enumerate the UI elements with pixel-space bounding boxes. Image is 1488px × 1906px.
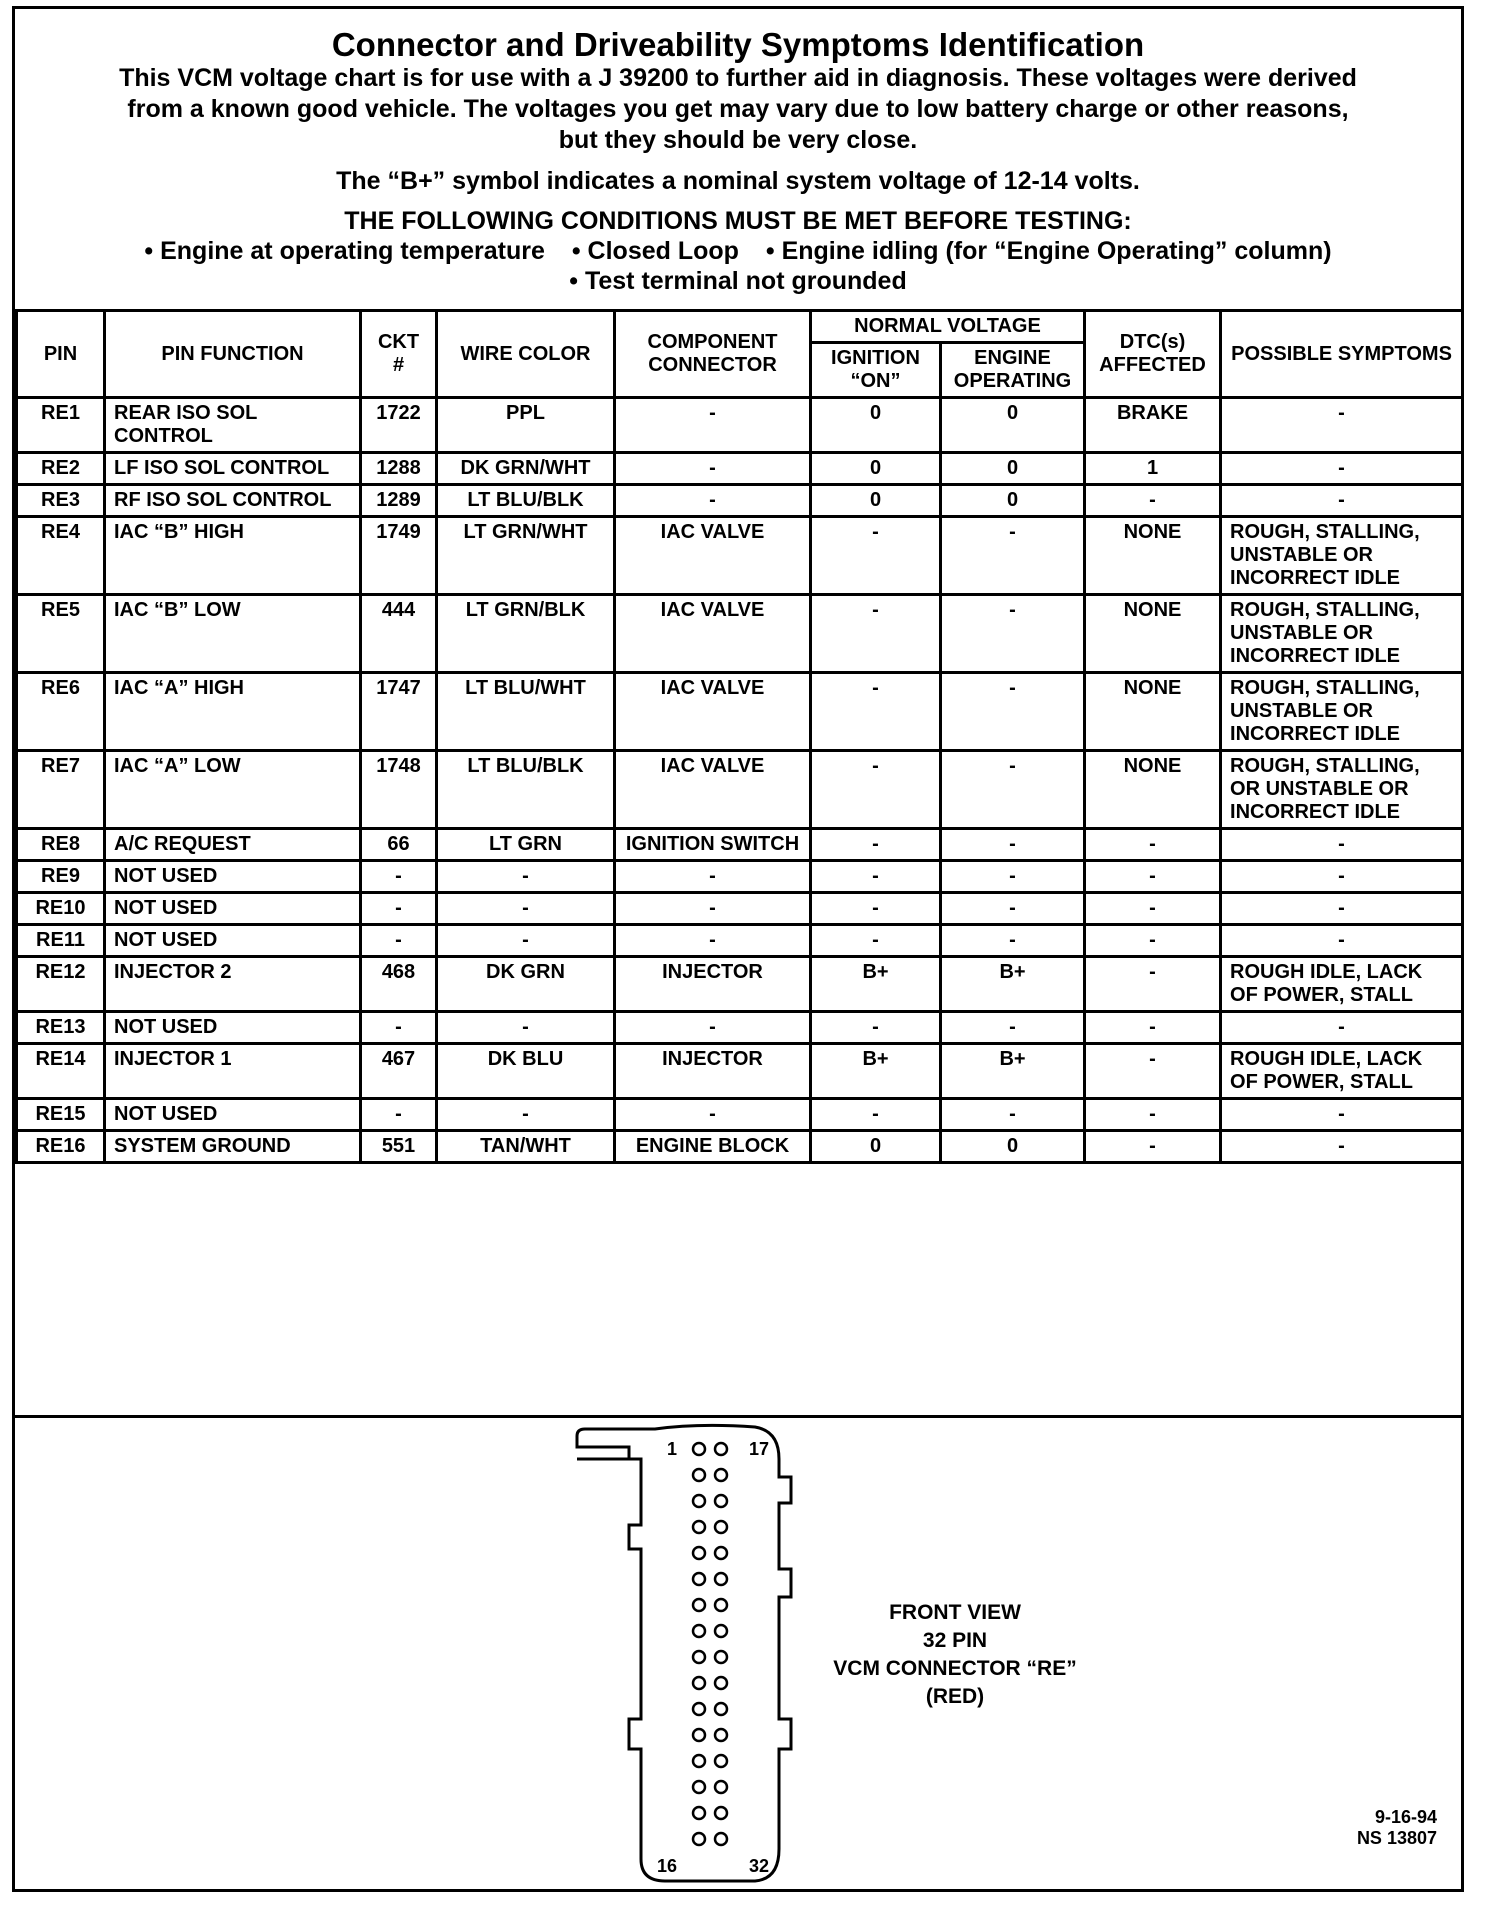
intro-line: This VCM voltage chart is for use with a J 39200 to further aid in diagnosis. These voltages were derived xyxy=(119,64,1357,92)
ignition-on-cell: 0 xyxy=(811,485,941,517)
engine-operating-cell: - xyxy=(941,595,1085,673)
engine-operating-cell: B+ xyxy=(941,957,1085,1012)
pin-number: 1 xyxy=(667,1439,678,1459)
conditions-list xyxy=(15,266,1461,296)
dtc-cell: - xyxy=(1085,1044,1221,1099)
component-cell: INJECTOR xyxy=(615,1044,811,1099)
table-row xyxy=(17,893,1463,925)
pin-hole xyxy=(715,1521,727,1533)
dtc-cell: - xyxy=(1085,485,1221,517)
function-cell: A/C REQUEST xyxy=(105,829,361,861)
wire-color-cell: LT GRN/BLK xyxy=(437,595,615,673)
wire-color-cell: LT BLU/BLK xyxy=(437,751,615,829)
wire-color-cell: - xyxy=(437,893,615,925)
wire-color-cell: DK GRN xyxy=(437,957,615,1012)
ckt-cell: 1747 xyxy=(361,673,437,751)
engine-operating-cell: - xyxy=(941,893,1085,925)
table-row xyxy=(17,517,1463,595)
component-cell: - xyxy=(615,1099,811,1131)
table-row xyxy=(17,1099,1463,1131)
connector-drawing xyxy=(15,1419,1461,1889)
component-cell: IAC VALVE xyxy=(615,751,811,829)
symptoms-cell: - xyxy=(1221,1099,1463,1131)
connector-label-line: (RED) xyxy=(925,1685,985,1708)
dtc-cell: NONE xyxy=(1085,595,1221,673)
document-id xyxy=(1357,1807,1437,1849)
function-cell: IAC “A” HIGH xyxy=(105,673,361,751)
engine-operating-cell: - xyxy=(941,925,1085,957)
component-cell: - xyxy=(615,893,811,925)
ignition-on-cell: - xyxy=(811,673,941,751)
pin-hole xyxy=(693,1651,705,1663)
engine-operating-cell: 0 xyxy=(941,398,1085,453)
pin-hole xyxy=(693,1625,705,1637)
document-header xyxy=(15,9,1461,305)
table-row xyxy=(17,673,1463,751)
pinout-table xyxy=(15,309,1464,1164)
pin-cell: RE3 xyxy=(17,485,105,517)
component-cell: - xyxy=(615,861,811,893)
wire-color-cell: - xyxy=(437,1099,615,1131)
function-cell: NOT USED xyxy=(105,861,361,893)
table-row xyxy=(17,829,1463,861)
document-date: 9-16-94 xyxy=(1374,1807,1437,1827)
engine-operating-cell: 0 xyxy=(941,1131,1085,1163)
ckt-cell: 467 xyxy=(361,1044,437,1099)
col-pin: PIN xyxy=(17,311,105,398)
table-row xyxy=(17,957,1463,1012)
wire-color-cell: - xyxy=(437,861,615,893)
function-cell: NOT USED xyxy=(105,1012,361,1044)
table-row xyxy=(17,861,1463,893)
function-cell: LF ISO SOL CONTROL xyxy=(105,453,361,485)
pin-cell: RE5 xyxy=(17,595,105,673)
component-cell: - xyxy=(615,485,811,517)
symptoms-cell: - xyxy=(1221,861,1463,893)
pin-hole xyxy=(715,1729,727,1741)
table-row xyxy=(17,595,1463,673)
pin-holes xyxy=(693,1443,727,1845)
dtc-cell: NONE xyxy=(1085,517,1221,595)
ignition-on-cell: - xyxy=(811,925,941,957)
col-ignition-on: IGNITION “ON” xyxy=(811,343,941,398)
ignition-on-cell: - xyxy=(811,595,941,673)
table-body xyxy=(17,398,1463,1163)
connector-label xyxy=(805,1599,1105,1711)
ignition-on-cell: - xyxy=(811,517,941,595)
function-cell: RF ISO SOL CONTROL xyxy=(105,485,361,517)
ckt-cell: 468 xyxy=(361,957,437,1012)
pin-hole xyxy=(715,1443,727,1455)
pin-hole xyxy=(693,1469,705,1481)
table-row xyxy=(17,1012,1463,1044)
symptoms-cell: ROUGH, STALLING, UNSTABLE OR INCORRECT IDLE xyxy=(1221,673,1463,751)
pin-hole xyxy=(693,1781,705,1793)
engine-operating-cell: - xyxy=(941,673,1085,751)
symptoms-cell: - xyxy=(1221,1012,1463,1044)
pin-cell: RE16 xyxy=(17,1131,105,1163)
header-row xyxy=(17,311,1463,343)
symptoms-cell: - xyxy=(1221,829,1463,861)
symptoms-cell: - xyxy=(1221,453,1463,485)
condition-item: • Closed Loop xyxy=(571,237,739,265)
col-component-connector: COMPONENT CONNECTOR xyxy=(615,311,811,398)
dtc-cell: - xyxy=(1085,1012,1221,1044)
col-normal-voltage: NORMAL VOLTAGE xyxy=(811,311,1085,343)
dtc-cell: - xyxy=(1085,861,1221,893)
connector-label-line: VCM CONNECTOR “RE” xyxy=(833,1657,1077,1680)
engine-operating-cell: - xyxy=(941,751,1085,829)
pin-number: 16 xyxy=(657,1856,678,1876)
engine-operating-cell: - xyxy=(941,1012,1085,1044)
ckt-cell: 66 xyxy=(361,829,437,861)
function-cell: INJECTOR 2 xyxy=(105,957,361,1012)
symptoms-cell: - xyxy=(1221,893,1463,925)
pin-hole xyxy=(693,1547,705,1559)
conditions-title: THE FOLLOWING CONDITIONS MUST BE MET BEFORE TESTING: xyxy=(344,207,1132,235)
function-cell: REAR ISO SOL CONTROL xyxy=(105,398,361,453)
ignition-on-cell: 0 xyxy=(811,453,941,485)
ckt-cell: - xyxy=(361,925,437,957)
pin-cell: RE4 xyxy=(17,517,105,595)
conditions-list xyxy=(15,236,1461,266)
pin-hole xyxy=(715,1495,727,1507)
ckt-cell: 1289 xyxy=(361,485,437,517)
pin-cell: RE9 xyxy=(17,861,105,893)
pin-hole xyxy=(715,1573,727,1585)
pin-hole xyxy=(693,1573,705,1585)
dtc-cell: NONE xyxy=(1085,751,1221,829)
engine-operating-cell: 0 xyxy=(941,485,1085,517)
engine-operating-cell: - xyxy=(941,1099,1085,1131)
pin-hole xyxy=(715,1703,727,1715)
wire-color-cell: LT GRN xyxy=(437,829,615,861)
engine-operating-cell: - xyxy=(941,861,1085,893)
condition-item: • Test terminal not grounded xyxy=(569,267,907,295)
ignition-on-cell: B+ xyxy=(811,957,941,1012)
pin-hole xyxy=(693,1755,705,1767)
wire-color-cell: LT GRN/WHT xyxy=(437,517,615,595)
dtc-cell: - xyxy=(1085,957,1221,1012)
col-dtc-affected: DTC(s) AFFECTED xyxy=(1085,311,1221,398)
ignition-on-cell: - xyxy=(811,751,941,829)
engine-operating-cell: - xyxy=(941,517,1085,595)
function-cell: SYSTEM GROUND xyxy=(105,1131,361,1163)
dtc-cell: - xyxy=(1085,1131,1221,1163)
pin-cell: RE6 xyxy=(17,673,105,751)
pin-hole xyxy=(715,1755,727,1767)
component-cell: - xyxy=(615,398,811,453)
connector-outline xyxy=(577,1425,791,1881)
component-cell: - xyxy=(615,1012,811,1044)
engine-operating-cell: - xyxy=(941,829,1085,861)
connector-label-line: 32 PIN xyxy=(922,1629,988,1652)
dtc-cell: NONE xyxy=(1085,673,1221,751)
pin-hole xyxy=(693,1495,705,1507)
symptoms-cell: - xyxy=(1221,925,1463,957)
col-wire-color: WIRE COLOR xyxy=(437,311,615,398)
pin-number: 32 xyxy=(749,1856,770,1876)
intro-line: from a known good vehicle. The voltages you get may vary due to low battery charge or other reasons, xyxy=(127,95,1349,123)
ckt-cell: - xyxy=(361,861,437,893)
ignition-on-cell: - xyxy=(811,1012,941,1044)
pin-cell: RE14 xyxy=(17,1044,105,1099)
divider xyxy=(15,1415,1461,1418)
wire-color-cell: - xyxy=(437,1012,615,1044)
intro-line: but they should be very close. xyxy=(558,126,918,154)
function-cell: IAC “A” LOW xyxy=(105,751,361,829)
symptoms-cell: - xyxy=(1221,1131,1463,1163)
pin-hole xyxy=(693,1703,705,1715)
condition-item: • Engine at operating temperature xyxy=(144,237,545,265)
pin-hole xyxy=(693,1677,705,1689)
wire-color-cell: DK GRN/WHT xyxy=(437,453,615,485)
pin-hole xyxy=(693,1807,705,1819)
ckt-cell: 444 xyxy=(361,595,437,673)
pin-hole xyxy=(693,1599,705,1611)
pin-cell: RE7 xyxy=(17,751,105,829)
function-cell: IAC “B” LOW xyxy=(105,595,361,673)
ckt-cell: - xyxy=(361,893,437,925)
ignition-on-cell: - xyxy=(811,829,941,861)
pin-cell: RE11 xyxy=(17,925,105,957)
col-pin-function: PIN FUNCTION xyxy=(105,311,361,398)
function-cell: NOT USED xyxy=(105,925,361,957)
symptoms-cell: ROUGH IDLE, LACK OF POWER, STALL xyxy=(1221,1044,1463,1099)
table-row xyxy=(17,751,1463,829)
pin-hole xyxy=(715,1833,727,1845)
table-row xyxy=(17,485,1463,517)
pin-hole xyxy=(693,1729,705,1741)
pin-hole xyxy=(693,1521,705,1533)
wire-color-cell: - xyxy=(437,925,615,957)
pin-hole xyxy=(715,1547,727,1559)
pin-hole xyxy=(715,1469,727,1481)
col-engine-operating: ENGINE OPERATING xyxy=(941,343,1085,398)
symptoms-cell: ROUGH, STALLING, UNSTABLE OR INCORRECT IDLE xyxy=(1221,595,1463,673)
dtc-cell: - xyxy=(1085,893,1221,925)
document-sheet xyxy=(12,6,1464,1892)
symptoms-cell: ROUGH IDLE, LACK OF POWER, STALL xyxy=(1221,957,1463,1012)
ckt-cell: - xyxy=(361,1012,437,1044)
table-row xyxy=(17,398,1463,453)
ignition-on-cell: - xyxy=(811,893,941,925)
component-cell: ENGINE BLOCK xyxy=(615,1131,811,1163)
pin-hole xyxy=(715,1599,727,1611)
pin-hole xyxy=(715,1625,727,1637)
ckt-cell: - xyxy=(361,1099,437,1131)
component-cell: IAC VALVE xyxy=(615,595,811,673)
pin-hole xyxy=(715,1807,727,1819)
ckt-cell: 1748 xyxy=(361,751,437,829)
ckt-cell: 551 xyxy=(361,1131,437,1163)
table-row xyxy=(17,453,1463,485)
symptoms-cell: - xyxy=(1221,398,1463,453)
symptoms-cell: - xyxy=(1221,485,1463,517)
wire-color-cell: DK BLU xyxy=(437,1044,615,1099)
engine-operating-cell: 0 xyxy=(941,453,1085,485)
table-row xyxy=(17,1131,1463,1163)
table-row xyxy=(17,1044,1463,1099)
symptoms-cell: ROUGH, STALLING, OR UNSTABLE OR INCORRECT IDLE xyxy=(1221,751,1463,829)
ckt-cell: 1288 xyxy=(361,453,437,485)
dtc-cell: BRAKE xyxy=(1085,398,1221,453)
wire-color-cell: TAN/WHT xyxy=(437,1131,615,1163)
ignition-on-cell: B+ xyxy=(811,1044,941,1099)
ignition-on-cell: 0 xyxy=(811,398,941,453)
dtc-cell: - xyxy=(1085,1099,1221,1131)
pin-number: 17 xyxy=(749,1439,770,1459)
pin-cell: RE13 xyxy=(17,1012,105,1044)
component-cell: INJECTOR xyxy=(615,957,811,1012)
condition-item: • Engine idling (for “Engine Operating” column) xyxy=(765,237,1332,265)
bplus-note: The “B+” symbol indicates a nominal system voltage of 12-14 volts. xyxy=(336,167,1140,195)
function-cell: IAC “B” HIGH xyxy=(105,517,361,595)
ignition-on-cell: - xyxy=(811,1099,941,1131)
col-ckt: CKT # xyxy=(361,311,437,398)
wire-color-cell: LT BLU/WHT xyxy=(437,673,615,751)
col-possible-symptoms: POSSIBLE SYMPTOMS xyxy=(1221,311,1463,398)
intro-text xyxy=(55,63,1421,156)
pin-cell: RE2 xyxy=(17,453,105,485)
component-cell: IAC VALVE xyxy=(615,517,811,595)
pin-hole xyxy=(715,1651,727,1663)
pin-hole xyxy=(715,1781,727,1793)
page-title: Connector and Driveability Symptoms Identification xyxy=(331,26,1145,63)
wire-color-cell: PPL xyxy=(437,398,615,453)
component-cell: IGNITION SWITCH xyxy=(615,829,811,861)
function-cell: INJECTOR 1 xyxy=(105,1044,361,1099)
pin-cell: RE15 xyxy=(17,1099,105,1131)
connector-label-line: FRONT VIEW xyxy=(889,1601,1021,1624)
function-cell: NOT USED xyxy=(105,893,361,925)
drawing-number: NS 13807 xyxy=(1356,1828,1437,1848)
pin-hole xyxy=(693,1833,705,1845)
pin-cell: RE1 xyxy=(17,398,105,453)
ckt-cell: 1749 xyxy=(361,517,437,595)
wire-color-cell: LT BLU/BLK xyxy=(437,485,615,517)
ignition-on-cell: - xyxy=(811,861,941,893)
ckt-cell: 1722 xyxy=(361,398,437,453)
connector-diagram xyxy=(15,1419,1461,1889)
engine-operating-cell: B+ xyxy=(941,1044,1085,1099)
pin-cell: RE12 xyxy=(17,957,105,1012)
pin-hole xyxy=(693,1443,705,1455)
pin-cell: RE10 xyxy=(17,893,105,925)
symptoms-cell: ROUGH, STALLING, UNSTABLE OR INCORRECT IDLE xyxy=(1221,517,1463,595)
pin-hole xyxy=(715,1677,727,1689)
dtc-cell: - xyxy=(1085,925,1221,957)
function-cell: NOT USED xyxy=(105,1099,361,1131)
component-cell: - xyxy=(615,925,811,957)
dtc-cell: 1 xyxy=(1085,453,1221,485)
pin-cell: RE8 xyxy=(17,829,105,861)
component-cell: IAC VALVE xyxy=(615,673,811,751)
ignition-on-cell: 0 xyxy=(811,1131,941,1163)
table-row xyxy=(17,925,1463,957)
component-cell: - xyxy=(615,453,811,485)
dtc-cell: - xyxy=(1085,829,1221,861)
